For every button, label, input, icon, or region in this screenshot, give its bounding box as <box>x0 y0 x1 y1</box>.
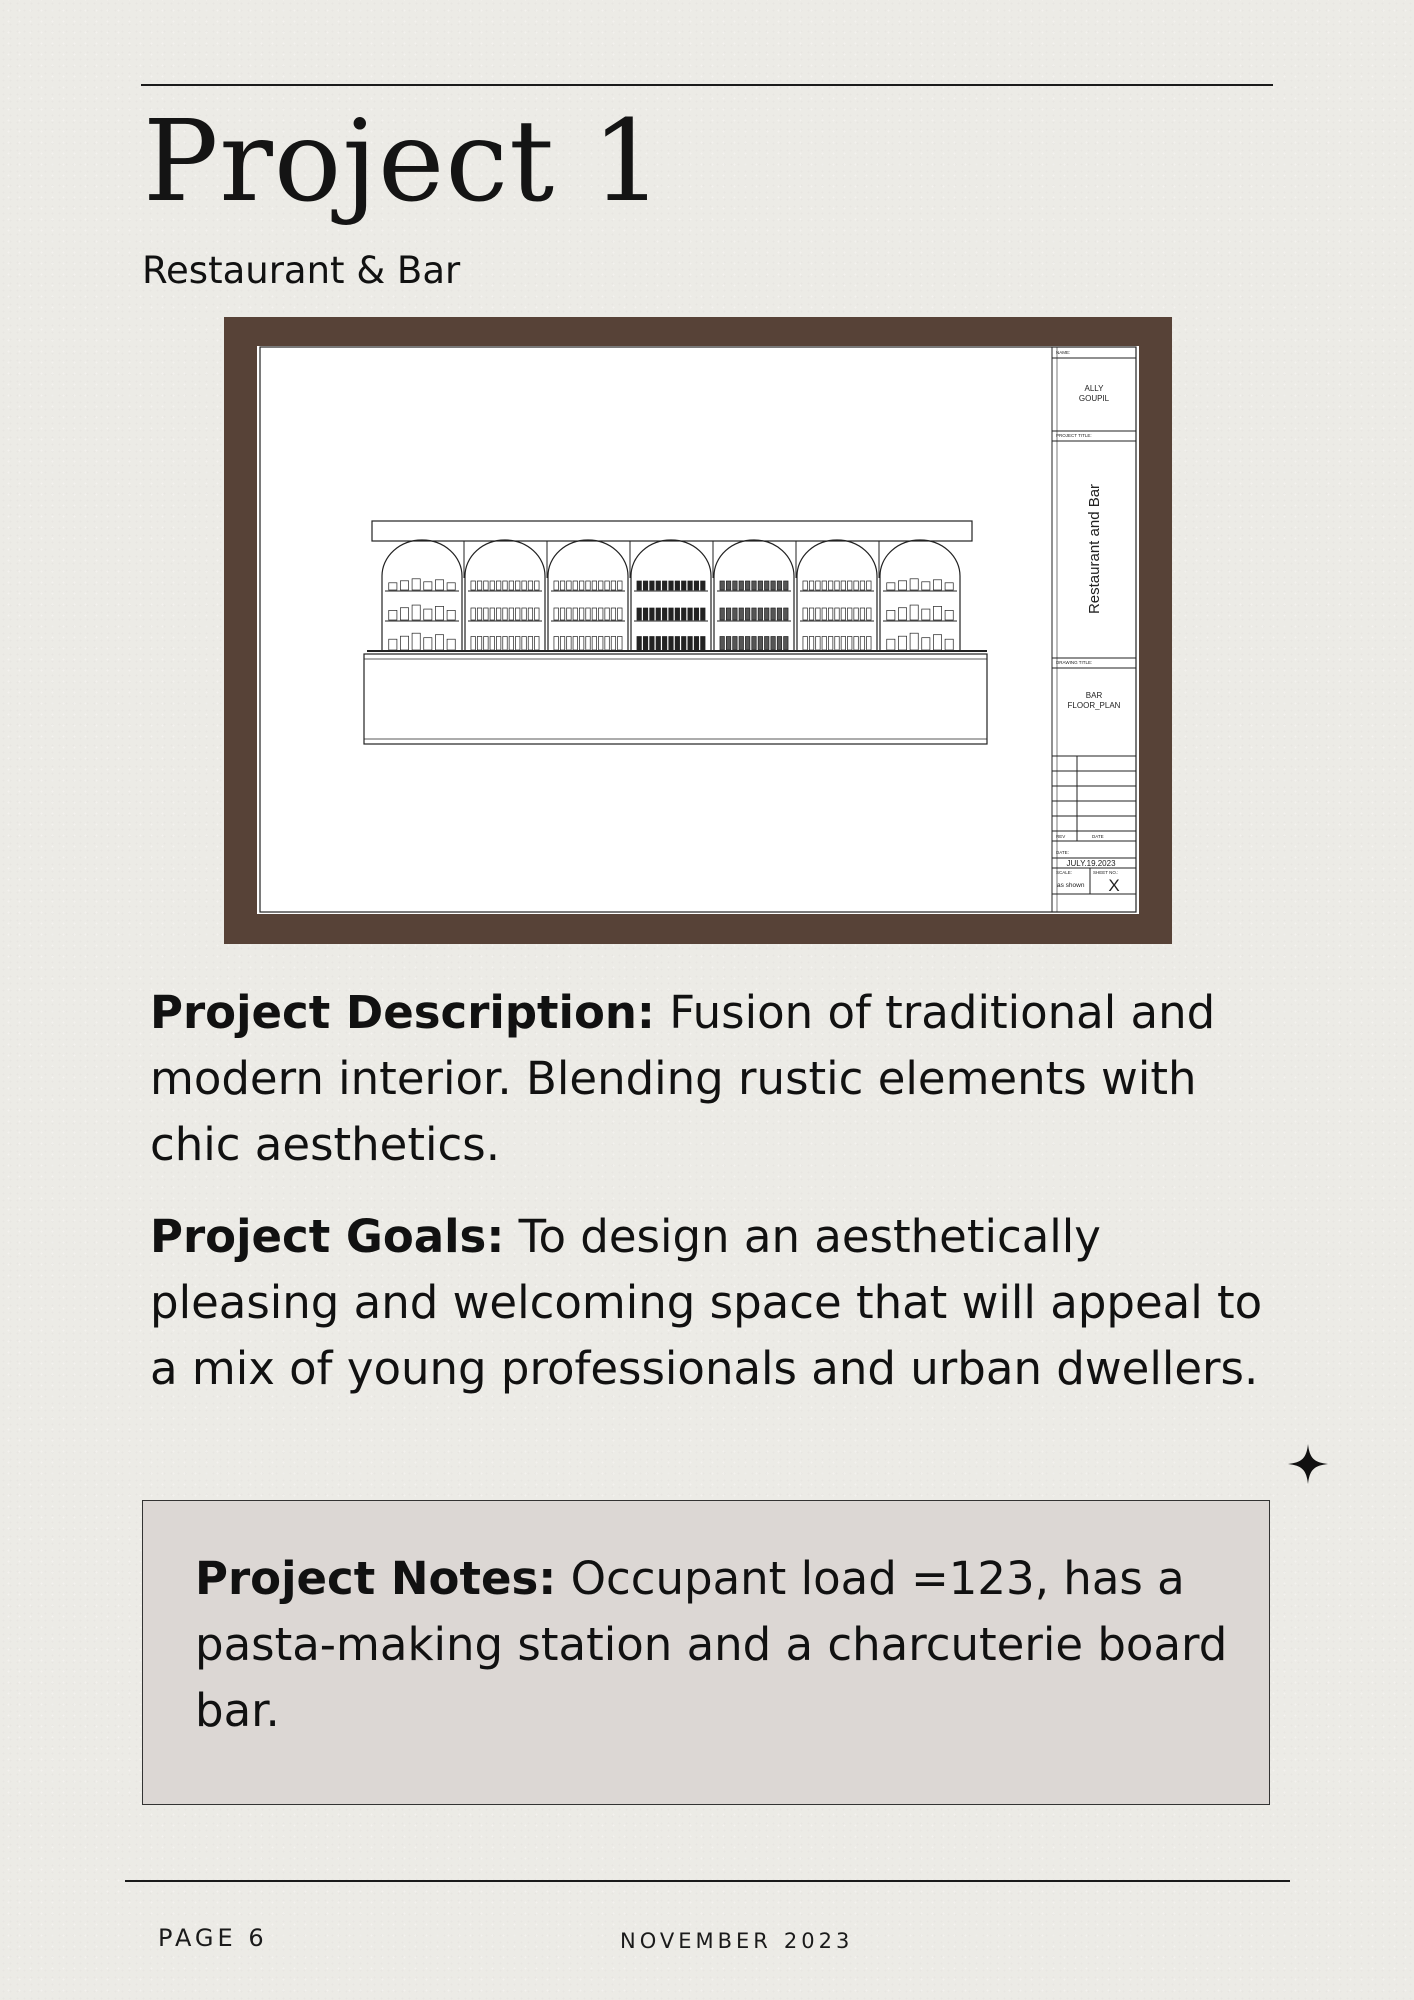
top-divider <box>141 84 1273 86</box>
bottle <box>933 580 941 590</box>
bottle <box>848 608 852 620</box>
bottle <box>694 637 698 651</box>
project-description <box>150 980 1290 1178</box>
bottle <box>771 608 775 620</box>
footer-year: 2023 <box>783 1929 854 1953</box>
bottle <box>784 637 788 651</box>
bottle <box>573 581 577 590</box>
bottle <box>922 638 930 650</box>
bottle <box>528 581 532 590</box>
bottle <box>809 637 813 651</box>
bottle <box>643 608 647 620</box>
bottle <box>694 581 698 590</box>
bottle <box>509 581 513 590</box>
bottle <box>656 637 660 651</box>
bottle <box>910 633 918 650</box>
bottle <box>682 608 686 620</box>
bottle <box>573 637 577 651</box>
bottle <box>675 637 679 651</box>
bottle <box>922 609 930 620</box>
bottle <box>745 637 749 651</box>
bottle <box>599 581 603 590</box>
ceiling-soffit <box>372 521 972 541</box>
bottle <box>650 608 654 620</box>
bottle <box>816 608 820 620</box>
bottle <box>503 637 507 651</box>
bottle <box>765 637 769 651</box>
bottle <box>809 608 813 620</box>
bottle <box>435 635 443 650</box>
bottle <box>522 581 526 590</box>
bottle <box>424 609 432 620</box>
project-title-label: PROJECT TITLE: <box>1056 433 1092 438</box>
bottle <box>835 581 839 590</box>
bottle <box>656 581 660 590</box>
bottle <box>586 637 590 651</box>
bottle <box>400 636 408 650</box>
drawing-title-line1: BAR <box>1085 691 1103 700</box>
bottle <box>650 581 654 590</box>
bottle <box>841 637 845 651</box>
author-last: GOUPIL <box>1078 394 1110 403</box>
bottle <box>669 581 673 590</box>
bottle <box>554 608 558 620</box>
bar-elevation-drawing <box>257 346 1139 914</box>
bottle <box>809 581 813 590</box>
bottle <box>567 581 571 590</box>
bottle <box>887 610 895 620</box>
bottle <box>643 637 647 651</box>
bottle <box>618 608 622 620</box>
bottle <box>535 637 539 651</box>
bottle <box>739 581 743 590</box>
bottle <box>435 606 443 620</box>
notes-label: Project Notes: <box>195 1552 557 1605</box>
bottle <box>490 581 494 590</box>
bottle <box>701 608 705 620</box>
shelf-arch <box>382 540 462 651</box>
bottle <box>675 581 679 590</box>
bottle <box>611 608 615 620</box>
arched-shelving <box>382 540 960 651</box>
bottle <box>945 639 953 650</box>
bottle <box>860 637 864 651</box>
bottle <box>784 581 788 590</box>
bottle <box>771 637 775 651</box>
bottle <box>424 582 432 590</box>
bottle <box>835 608 839 620</box>
bottle <box>701 581 705 590</box>
bottle <box>758 637 762 651</box>
title-block <box>1052 347 1136 912</box>
bottle <box>586 581 590 590</box>
bottle <box>848 581 852 590</box>
bottle <box>477 608 481 620</box>
bottle <box>528 637 532 651</box>
bottle <box>567 637 571 651</box>
shelf-arch <box>880 540 960 651</box>
page-subtitle: Restaurant & Bar <box>142 249 461 292</box>
bottle <box>447 610 455 620</box>
bottle <box>471 608 475 620</box>
bottle <box>637 637 641 651</box>
title-block-text <box>1056 350 1121 895</box>
bottle <box>777 581 781 590</box>
bottle <box>828 581 832 590</box>
bottle <box>816 581 820 590</box>
bottle <box>682 637 686 651</box>
shelf-arch <box>714 540 794 651</box>
bottle <box>592 581 596 590</box>
bottle <box>745 581 749 590</box>
bottle <box>618 581 622 590</box>
bottle <box>605 637 609 651</box>
bottle <box>860 581 864 590</box>
bottle <box>765 608 769 620</box>
bottle <box>771 581 775 590</box>
bottle <box>412 605 420 620</box>
bottle <box>752 581 756 590</box>
bottle <box>586 608 590 620</box>
notes-text: Occupant load =123, has a pasta-making station and a charcuterie board bar. <box>195 1552 1228 1737</box>
bottle <box>528 608 532 620</box>
bottle <box>412 579 420 590</box>
bottle <box>650 637 654 651</box>
drawing-date: JULY.19.2023 <box>1066 859 1116 868</box>
drawing-title-label: DRAWING TITLE: <box>1056 660 1093 665</box>
bottle <box>484 608 488 620</box>
bottle <box>910 605 918 620</box>
bottle <box>496 637 500 651</box>
bottle <box>784 608 788 620</box>
bottle <box>898 608 906 620</box>
bottle <box>516 581 520 590</box>
bottle <box>945 610 953 620</box>
bottle <box>841 581 845 590</box>
bottle <box>822 637 826 651</box>
rev-label: REV <box>1056 834 1066 839</box>
bottle <box>910 579 918 590</box>
bottle <box>822 608 826 620</box>
bottle <box>484 637 488 651</box>
bottle <box>848 637 852 651</box>
bottle <box>509 637 513 651</box>
bottle <box>688 608 692 620</box>
bottle <box>669 637 673 651</box>
bottle <box>803 608 807 620</box>
bottle <box>726 637 730 651</box>
bottle <box>490 608 494 620</box>
bottle <box>560 608 564 620</box>
bottle <box>484 581 488 590</box>
bottle <box>496 581 500 590</box>
bottle <box>758 581 762 590</box>
project-notes <box>195 1546 1235 1744</box>
bottle <box>726 581 730 590</box>
bottle <box>554 581 558 590</box>
bottle <box>854 608 858 620</box>
bottle <box>752 608 756 620</box>
bottle <box>739 637 743 651</box>
bottle <box>898 636 906 650</box>
bottle <box>554 637 558 651</box>
bottle <box>522 608 526 620</box>
bottle <box>854 581 858 590</box>
drawing-frame <box>224 317 1172 944</box>
bottle <box>887 639 895 650</box>
bottle <box>720 608 724 620</box>
bottle <box>599 637 603 651</box>
bottle <box>733 608 737 620</box>
bottle <box>777 637 781 651</box>
bottle <box>496 608 500 620</box>
sheet-label: SHEET NO.: <box>1093 870 1119 875</box>
bottle <box>509 608 513 620</box>
bottle <box>560 581 564 590</box>
sparkle-icon <box>1288 1444 1328 1484</box>
bottle <box>933 606 941 620</box>
bottle <box>424 638 432 650</box>
shelf-arch <box>797 540 877 651</box>
bottle <box>637 608 641 620</box>
bottle <box>662 637 666 651</box>
bottle <box>867 581 871 590</box>
bottle <box>605 581 609 590</box>
bottle <box>573 608 577 620</box>
scale-value: as shown <box>1057 882 1085 889</box>
bottle <box>777 608 781 620</box>
bottle <box>516 637 520 651</box>
bottle <box>618 637 622 651</box>
bottle <box>867 608 871 620</box>
bottle <box>471 637 475 651</box>
bottle <box>841 608 845 620</box>
bottle <box>726 608 730 620</box>
bottle <box>887 583 895 590</box>
bottle <box>803 637 807 651</box>
bottle <box>945 583 953 590</box>
bottle <box>675 608 679 620</box>
shelf-arch <box>631 540 711 651</box>
bottle <box>803 581 807 590</box>
bar-elevation <box>364 521 987 744</box>
bottle <box>739 608 743 620</box>
bottle <box>400 608 408 620</box>
project-goals <box>150 1204 1290 1402</box>
bottle <box>860 608 864 620</box>
bottle <box>922 582 930 590</box>
bottle <box>412 633 420 650</box>
footer-month: NOVEMBER <box>620 1929 772 1953</box>
bottle <box>733 637 737 651</box>
footer-page-number: PAGE 6 <box>158 1924 268 1952</box>
bottle <box>400 581 408 590</box>
bottle <box>592 637 596 651</box>
project-title-vertical: Restaurant and Bar <box>1086 483 1103 615</box>
bottle <box>656 608 660 620</box>
bottle <box>828 637 832 651</box>
bottle <box>867 637 871 651</box>
shelf-arch <box>548 540 628 651</box>
bottle <box>694 608 698 620</box>
scale-label: SCALE: <box>1056 870 1073 875</box>
date-label: DATE: <box>1056 850 1069 855</box>
description-text: Fusion of traditional and modern interior. Blending rustic elements with chic aesthetics. <box>150 986 1216 1171</box>
bottle <box>611 637 615 651</box>
bottle <box>605 608 609 620</box>
bottle <box>435 580 443 590</box>
bottle <box>682 581 686 590</box>
bottle <box>688 581 692 590</box>
bottle <box>701 637 705 651</box>
bar-counter <box>364 654 987 744</box>
bottle <box>471 581 475 590</box>
bottle <box>503 581 507 590</box>
bottle <box>535 608 539 620</box>
bottle <box>662 608 666 620</box>
bottle <box>579 608 583 620</box>
goals-label: Project Goals: <box>150 1210 505 1263</box>
date-column-label: DATE <box>1092 834 1104 839</box>
bottle <box>560 637 564 651</box>
bottle <box>669 608 673 620</box>
bottle <box>835 637 839 651</box>
goals-text: To design an aesthetically pleasing and welcoming space that will appeal to a mix of young professionals and urban dwellers. <box>150 1210 1263 1395</box>
bottle <box>389 639 397 650</box>
bottle <box>898 581 906 590</box>
bottle <box>389 583 397 590</box>
bottle <box>854 637 858 651</box>
bottle <box>662 581 666 590</box>
drawing-title-line2: FLOOR_PLAN <box>1067 701 1121 710</box>
bottle <box>733 581 737 590</box>
sheet-number: X <box>1108 876 1120 895</box>
bottle <box>477 637 481 651</box>
bottle <box>579 637 583 651</box>
footer-date <box>620 1929 853 1953</box>
project-notes-box <box>142 1500 1270 1805</box>
page-title: Project 1 <box>143 97 664 227</box>
bottle <box>688 637 692 651</box>
bottom-divider <box>125 1880 1290 1882</box>
author-first: ALLY <box>1084 384 1104 393</box>
bottle <box>567 608 571 620</box>
bottle <box>490 637 494 651</box>
description-label: Project Description: <box>150 986 655 1039</box>
bottle <box>579 581 583 590</box>
bottle <box>758 608 762 620</box>
bottle <box>389 610 397 620</box>
bottle <box>720 637 724 651</box>
bottle <box>535 581 539 590</box>
bottle <box>822 581 826 590</box>
bottle <box>447 583 455 590</box>
bottle <box>522 637 526 651</box>
bottle <box>637 581 641 590</box>
bottle <box>477 581 481 590</box>
bottle <box>516 608 520 620</box>
bottle <box>503 608 507 620</box>
bottle <box>745 608 749 620</box>
bottle <box>611 581 615 590</box>
bottle <box>816 637 820 651</box>
bottle <box>828 608 832 620</box>
bottle <box>720 581 724 590</box>
bottle <box>933 635 941 650</box>
bottle <box>592 608 596 620</box>
name-label: NAME: <box>1056 350 1071 355</box>
bottle <box>765 581 769 590</box>
bottle <box>643 581 647 590</box>
bottle <box>447 639 455 650</box>
bottle <box>752 637 756 651</box>
bottle <box>599 608 603 620</box>
shelf-arch <box>465 540 545 651</box>
